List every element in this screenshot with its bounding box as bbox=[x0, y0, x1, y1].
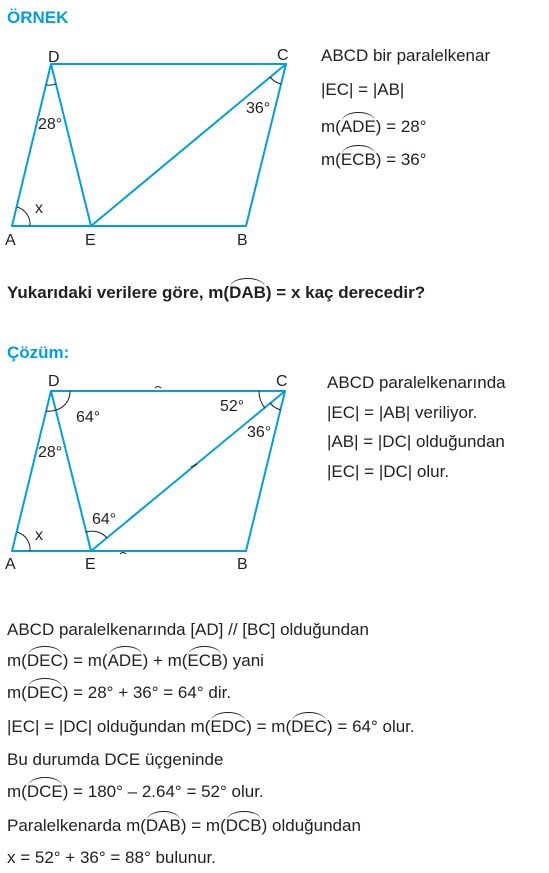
segment-de bbox=[51, 64, 91, 226]
step-7: Paralelkenarda m(DAB) = m(DCB) olduğundan bbox=[7, 816, 361, 835]
question-text: Yukarıdaki verilere göre, m(DAB) = x kaç derecedir? bbox=[7, 283, 426, 302]
solution-figure bbox=[0, 366, 320, 581]
given-line-4: m(ECB) = 36° bbox=[321, 150, 427, 169]
label-d: D bbox=[48, 49, 60, 66]
segment-ec bbox=[91, 64, 286, 226]
angle-label-ecb: 36° bbox=[247, 424, 272, 441]
step-1: ABCD paralelkenarında [AD] // [BC] olduğundan bbox=[7, 620, 369, 639]
example-heading: ÖRNEK bbox=[7, 8, 69, 27]
angle-arc-dce bbox=[259, 391, 265, 408]
tick-dc bbox=[155, 387, 161, 389]
step-2: m(DEC) = m(ADE) + m(ECB) yani bbox=[7, 651, 264, 670]
angle-arc-edc bbox=[56, 391, 70, 410]
angle-label-ade: 28° bbox=[38, 444, 63, 461]
label-d: D bbox=[48, 373, 60, 390]
note-line-4: |EC| = |DC| olur. bbox=[327, 462, 450, 481]
parallelogram-abcd bbox=[12, 64, 286, 226]
angle-label-x: x bbox=[35, 200, 43, 217]
step-8: x = 52° + 36° = 88° bulunur. bbox=[7, 848, 216, 867]
angle-arc-ade bbox=[46, 84, 56, 85]
given-line-1: ABCD bir paralelkenar bbox=[321, 46, 491, 65]
label-a: A bbox=[5, 232, 16, 249]
note-line-3: |AB| = |DC| olduğundan bbox=[327, 432, 505, 451]
step-3: m(DEC) = 28° + 36° = 64° dir. bbox=[7, 683, 232, 702]
angle-label-ecb: 36° bbox=[246, 100, 271, 117]
label-c: C bbox=[276, 373, 288, 390]
angle-arc-x bbox=[17, 207, 30, 226]
label-e: E bbox=[85, 556, 96, 573]
label-b: B bbox=[237, 232, 248, 249]
label-a: A bbox=[5, 556, 16, 573]
angle-arc-dec bbox=[86, 531, 107, 538]
angle-label-ade: 28° bbox=[38, 116, 63, 133]
label-b: B bbox=[237, 556, 248, 573]
angle-label-x: x bbox=[35, 527, 43, 544]
step-6: m(DCE) = 180° – 2.64° = 52° olur. bbox=[7, 782, 264, 801]
note-line-1: ABCD paralelkenarında bbox=[327, 373, 506, 392]
angle-arc-ade bbox=[46, 410, 56, 411]
angle-arc-ecb bbox=[270, 77, 281, 84]
angle-label-dec: 64° bbox=[92, 511, 117, 528]
tick-ab bbox=[120, 553, 126, 555]
parallelogram-abcd bbox=[12, 391, 285, 551]
note-line-2: |EC| = |AB| veriliyor. bbox=[327, 403, 478, 422]
step-4: |EC| = |DC| olduğundan m(EDC) = m(DEC) = 64° olur. bbox=[7, 717, 415, 736]
angle-label-dce: 52° bbox=[220, 398, 245, 415]
angle-label-edc: 64° bbox=[76, 409, 101, 426]
example-figure bbox=[0, 40, 320, 255]
solution-heading: Çözüm: bbox=[7, 343, 70, 362]
label-e: E bbox=[85, 232, 96, 249]
given-line-3: m(ADE) = 28° bbox=[321, 117, 427, 136]
angle-arc-ecb bbox=[270, 403, 281, 410]
label-c: C bbox=[277, 47, 289, 64]
segment-ec bbox=[91, 391, 285, 551]
given-line-2: |EC| = |AB| bbox=[321, 80, 405, 99]
step-5: Bu durumda DCE üçgeninde bbox=[7, 750, 224, 769]
angle-arc-x bbox=[17, 532, 30, 551]
